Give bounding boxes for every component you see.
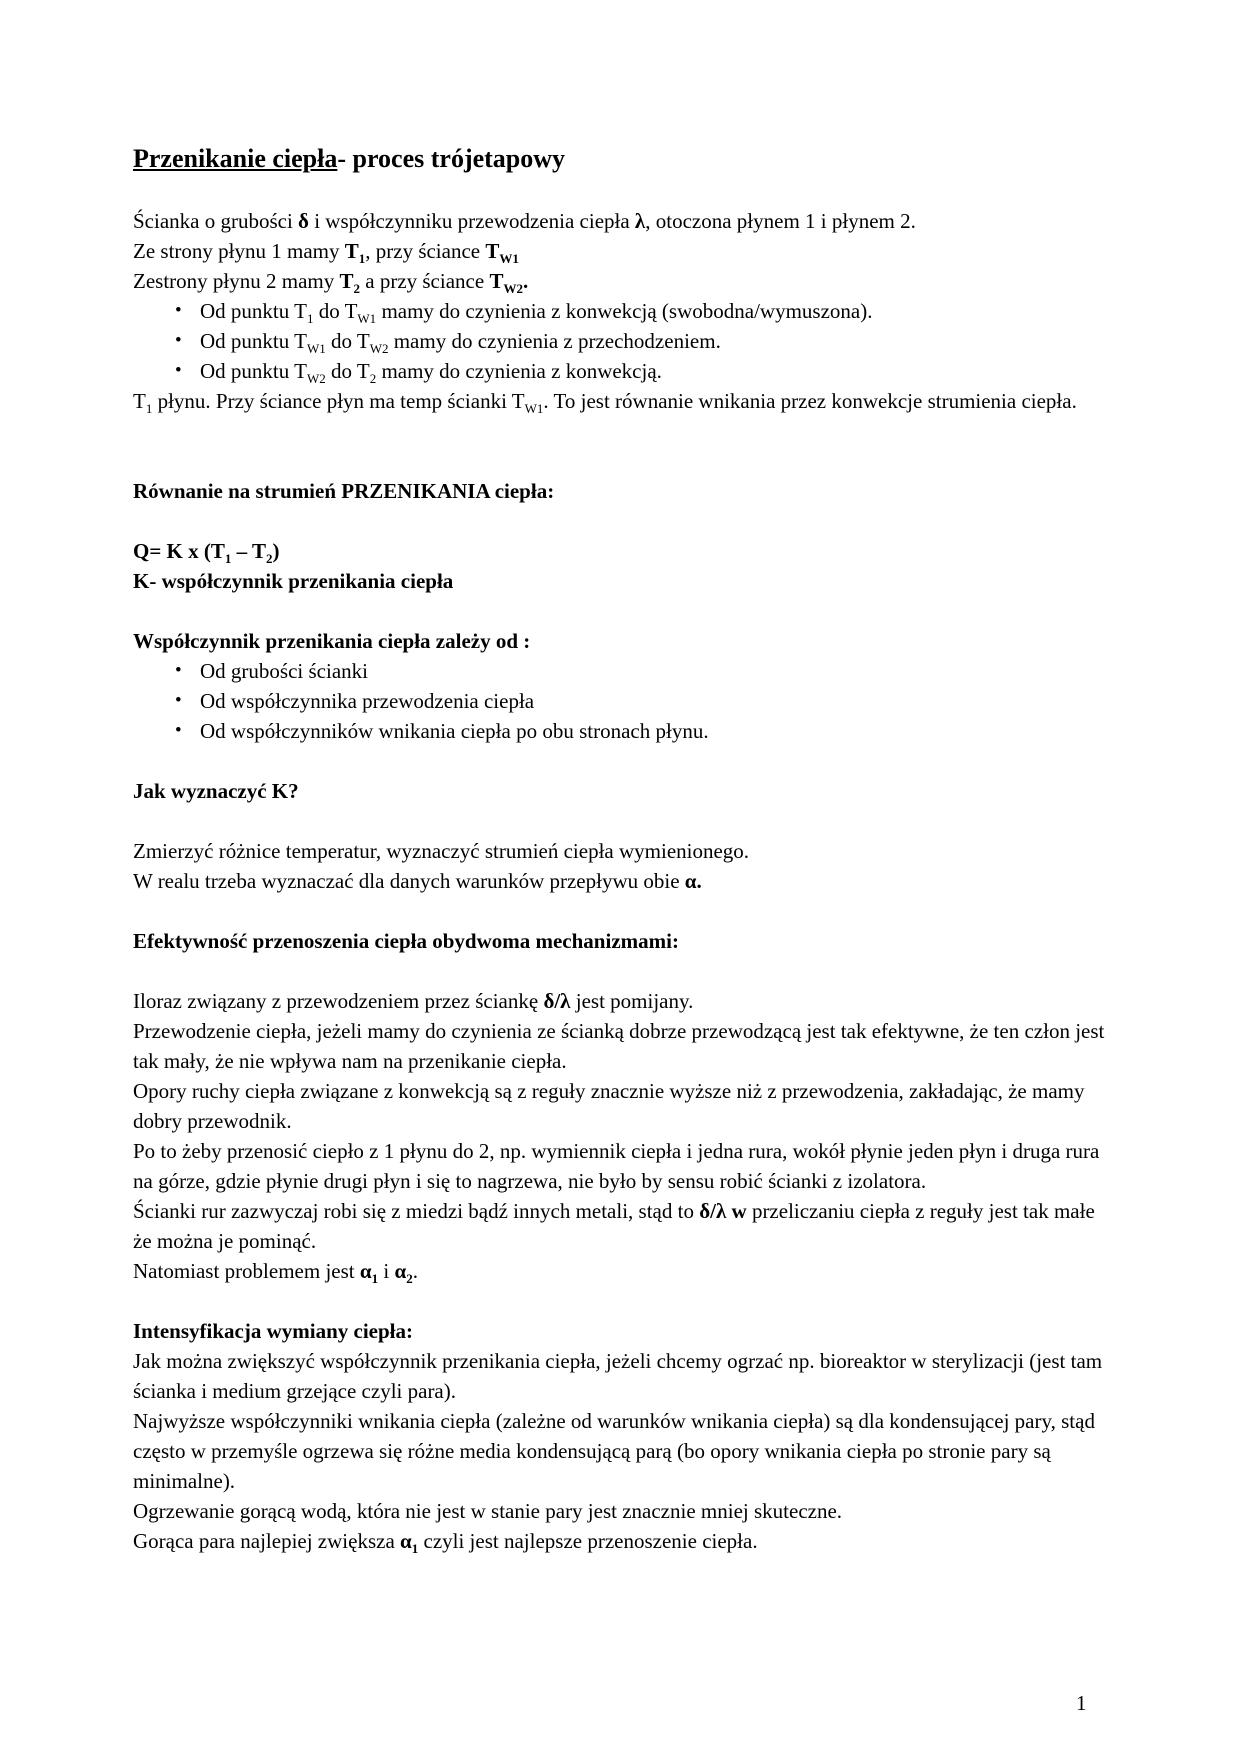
text-run: Jak wyznaczyć K?	[133, 779, 299, 803]
bullet-item	[133, 326, 1109, 356]
text-run: , przy ściance	[365, 239, 486, 263]
text-run: .	[412, 1259, 418, 1283]
paragraph	[133, 236, 1109, 266]
text-run: Najwyższe współczynniki wnikania ciepła (zależne od warunków wnikania ciepła) są dla kondensującej pary, stąd często w przemyśle ogrzewa się różne media kondensującą parą (bo opory wnikania ciepła po stronie pary są minimalne).	[133, 1409, 1095, 1493]
text-run: 2	[406, 1271, 413, 1286]
text-run: i	[378, 1259, 395, 1283]
page-number: 1	[1076, 1691, 1087, 1715]
text-run: λ	[634, 209, 646, 233]
text-run: δ/λ w	[699, 1199, 747, 1223]
bullet-list	[133, 656, 1109, 746]
spacer	[133, 746, 1109, 776]
text-run: α	[394, 1259, 407, 1283]
text-run: Jak można zwiększyć współczynnik przenikania ciepła, jeżeli chcemy ogrzać np. bioreaktor w sterylizacji (jest tam ścianka i medium grzejące czyli para).	[133, 1349, 1103, 1403]
text-run: W1	[499, 251, 519, 266]
bullet-icon: •	[175, 300, 182, 321]
text-run: . To jest równanie wnikania przez konwekcje strumienia ciepła.	[543, 389, 1077, 413]
paragraph	[133, 1016, 1109, 1076]
text-run: K- współczynnik przenikania ciepła	[133, 569, 454, 593]
text-run: 2	[353, 281, 360, 296]
text-run: W1	[306, 341, 326, 356]
text-run: i współczynniku przewodzenia ciepła	[308, 209, 635, 233]
text-run: - proces trójetapowy	[337, 144, 566, 173]
text-run: do T	[313, 299, 358, 323]
spacer	[133, 806, 1109, 836]
document-content	[133, 140, 1109, 1556]
text-run: .	[522, 269, 529, 293]
paragraph	[133, 1076, 1109, 1136]
text-run: 1	[224, 551, 232, 566]
text-run: 1	[411, 1541, 419, 1556]
bullet-text	[200, 656, 1109, 686]
bullet-icon: •	[175, 660, 182, 681]
text-run: Od punktu T	[200, 299, 307, 323]
text-run: Natomiast problemem jest	[133, 1259, 360, 1283]
paragraph	[133, 386, 1109, 416]
text-run: Gorąca para najlepiej zwiększa	[133, 1529, 401, 1553]
bullet-text	[200, 716, 1109, 746]
text-run: Równanie na strumień PRZENIKANIA ciepła:	[133, 479, 555, 503]
text-run: mamy do czynienia z konwekcją.	[376, 359, 662, 383]
text-run: mamy do czynienia z przechodzeniem.	[388, 329, 721, 353]
text-run: Ścianka o grubości	[133, 209, 299, 233]
document-title	[133, 140, 1109, 178]
spacer	[133, 1286, 1109, 1316]
spacer	[133, 596, 1109, 626]
text-run: – T	[231, 539, 267, 563]
spacer	[133, 956, 1109, 986]
text-run: T	[344, 239, 359, 263]
text-run: Od punktu T	[200, 329, 307, 353]
text-run: Od punktu T	[200, 359, 307, 383]
text-run: do T	[325, 329, 370, 353]
paragraph	[133, 1196, 1109, 1256]
bullet-text	[200, 296, 1109, 326]
text-run: )	[272, 539, 280, 563]
text-run: W1	[357, 311, 377, 326]
text-run: α	[400, 1529, 412, 1553]
text-run: 1	[371, 1271, 379, 1286]
text-run: T	[339, 269, 354, 293]
text-run: Ścianki rur zazwyczaj robi się z miedzi bądź innych metali, stąd to	[133, 1199, 700, 1223]
bullet-item	[133, 716, 1109, 746]
text-run: płynu. Przy ściance płyn ma temp ścianki T	[152, 389, 525, 413]
paragraph	[133, 1346, 1109, 1406]
text-run: α.	[684, 869, 702, 893]
bullet-item	[133, 656, 1109, 686]
bullet-text	[200, 356, 1109, 386]
text-run: Zestrony płynu 2 mamy	[133, 269, 340, 293]
paragraph	[133, 926, 1109, 956]
text-run: 1	[145, 401, 153, 416]
spacer	[133, 446, 1109, 476]
paragraph	[133, 866, 1109, 896]
text-run: 2	[266, 551, 273, 566]
text-run: W realu trzeba wyznaczać dla danych warunków przepływu obie	[133, 869, 685, 893]
text-run: czyli jest najlepsze przenoszenie ciepła.	[418, 1529, 758, 1553]
bullet-text	[200, 326, 1109, 356]
text-run: do T	[325, 359, 370, 383]
text-run: T	[133, 389, 146, 413]
paragraph	[133, 1496, 1109, 1526]
paragraph	[133, 776, 1109, 806]
paragraph	[133, 1406, 1109, 1496]
bullet-item	[133, 356, 1109, 386]
text-run: Przewodzenie ciepła, jeżeli mamy do czynienia ze ścianką dobrze przewodzącą jest tak efektywne, że ten człon jest tak mały, że nie wpływa nam na przenikanie ciepła.	[133, 1019, 1105, 1073]
paragraph	[133, 1526, 1109, 1556]
text-run: 1	[306, 311, 314, 326]
spacer	[133, 506, 1109, 536]
bullet-list	[133, 296, 1109, 386]
paragraph	[133, 476, 1109, 506]
text-run: Ze strony płynu 1 mamy	[133, 239, 345, 263]
paragraph	[133, 1316, 1109, 1346]
paragraph	[133, 986, 1109, 1016]
paragraph	[133, 836, 1109, 866]
paragraph	[133, 566, 1109, 596]
text-run: jest pomijany.	[570, 989, 694, 1013]
text-run: 1	[358, 251, 366, 266]
paragraph	[133, 626, 1109, 656]
spacer	[133, 896, 1109, 926]
text-run: W1	[524, 401, 544, 416]
text-run: Opory ruchy ciepła związane z konwekcją są z reguły znacznie wyższe niż z przewodzenia, zakładając, że mamy dobry przewodnik.	[133, 1079, 1085, 1133]
text-run: α	[359, 1259, 372, 1283]
bullet-icon: •	[175, 690, 182, 711]
spacer	[133, 416, 1109, 446]
paragraph	[133, 536, 1109, 566]
text-run: δ	[298, 209, 309, 233]
bullet-icon: •	[175, 360, 182, 381]
text-run: Zmierzyć różnice temperatur, wyznaczyć strumień ciepła wymienionego.	[133, 839, 750, 863]
text-run: Intensyfikacja wymiany ciepła:	[133, 1319, 413, 1343]
text-run: Iloraz związany z przewodzeniem przez ściankę	[133, 989, 544, 1013]
text-run: Od współczynników wnikania ciepła po obu stronach płynu.	[200, 719, 709, 743]
bullet-icon: •	[175, 330, 182, 351]
paragraph	[133, 1256, 1109, 1286]
text-run: W2	[306, 371, 326, 386]
text-run: Przenikanie ciepła	[133, 144, 338, 173]
bullet-item	[133, 686, 1109, 716]
paragraph	[133, 1136, 1109, 1196]
text-run: przeliczaniu ciepła z reguły jest tak małe że można je pominąć.	[133, 1199, 1095, 1253]
text-run: T	[489, 269, 504, 293]
text-run: mamy do czynienia z konwekcją (swobodna/wymuszona).	[376, 299, 873, 323]
bullet-text	[200, 686, 1109, 716]
paragraph	[133, 266, 1109, 296]
text-run: T	[485, 239, 500, 263]
text-run: Od współczynnika przewodzenia ciepła	[200, 689, 535, 713]
text-run: , otoczona płynem 1 i płynem 2.	[645, 209, 916, 233]
bullet-item	[133, 296, 1109, 326]
text-run: Ogrzewanie gorącą wodą, która nie jest w stanie pary jest znacznie mniej skuteczne.	[133, 1499, 843, 1523]
text-run: Współczynnik przenikania ciepła zależy od :	[133, 629, 531, 653]
text-run: 2	[369, 371, 377, 386]
text-run: Po to żeby przenosić ciepło z 1 płynu do 2, np. wymiennik ciepła i jedna rura, wokół płynie jeden płyn i druga rura na górze, gdzie płynie drugi płyn i się to nagrzewa, nie było by sensu robić ścianki z izolatora.	[133, 1139, 1100, 1193]
text-run: Efektywność przenoszenia ciepła obydwoma mechanizmami:	[133, 929, 679, 953]
text-run: W2	[369, 341, 389, 356]
text-run: Od grubości ścianki	[200, 659, 368, 683]
text-run: W2	[503, 281, 523, 296]
paragraph	[133, 206, 1109, 236]
text-run: δ/λ	[543, 989, 571, 1013]
bullet-icon: •	[175, 720, 182, 741]
text-run: a przy ściance	[360, 269, 490, 293]
text-run: Q= K x (T	[133, 539, 225, 563]
